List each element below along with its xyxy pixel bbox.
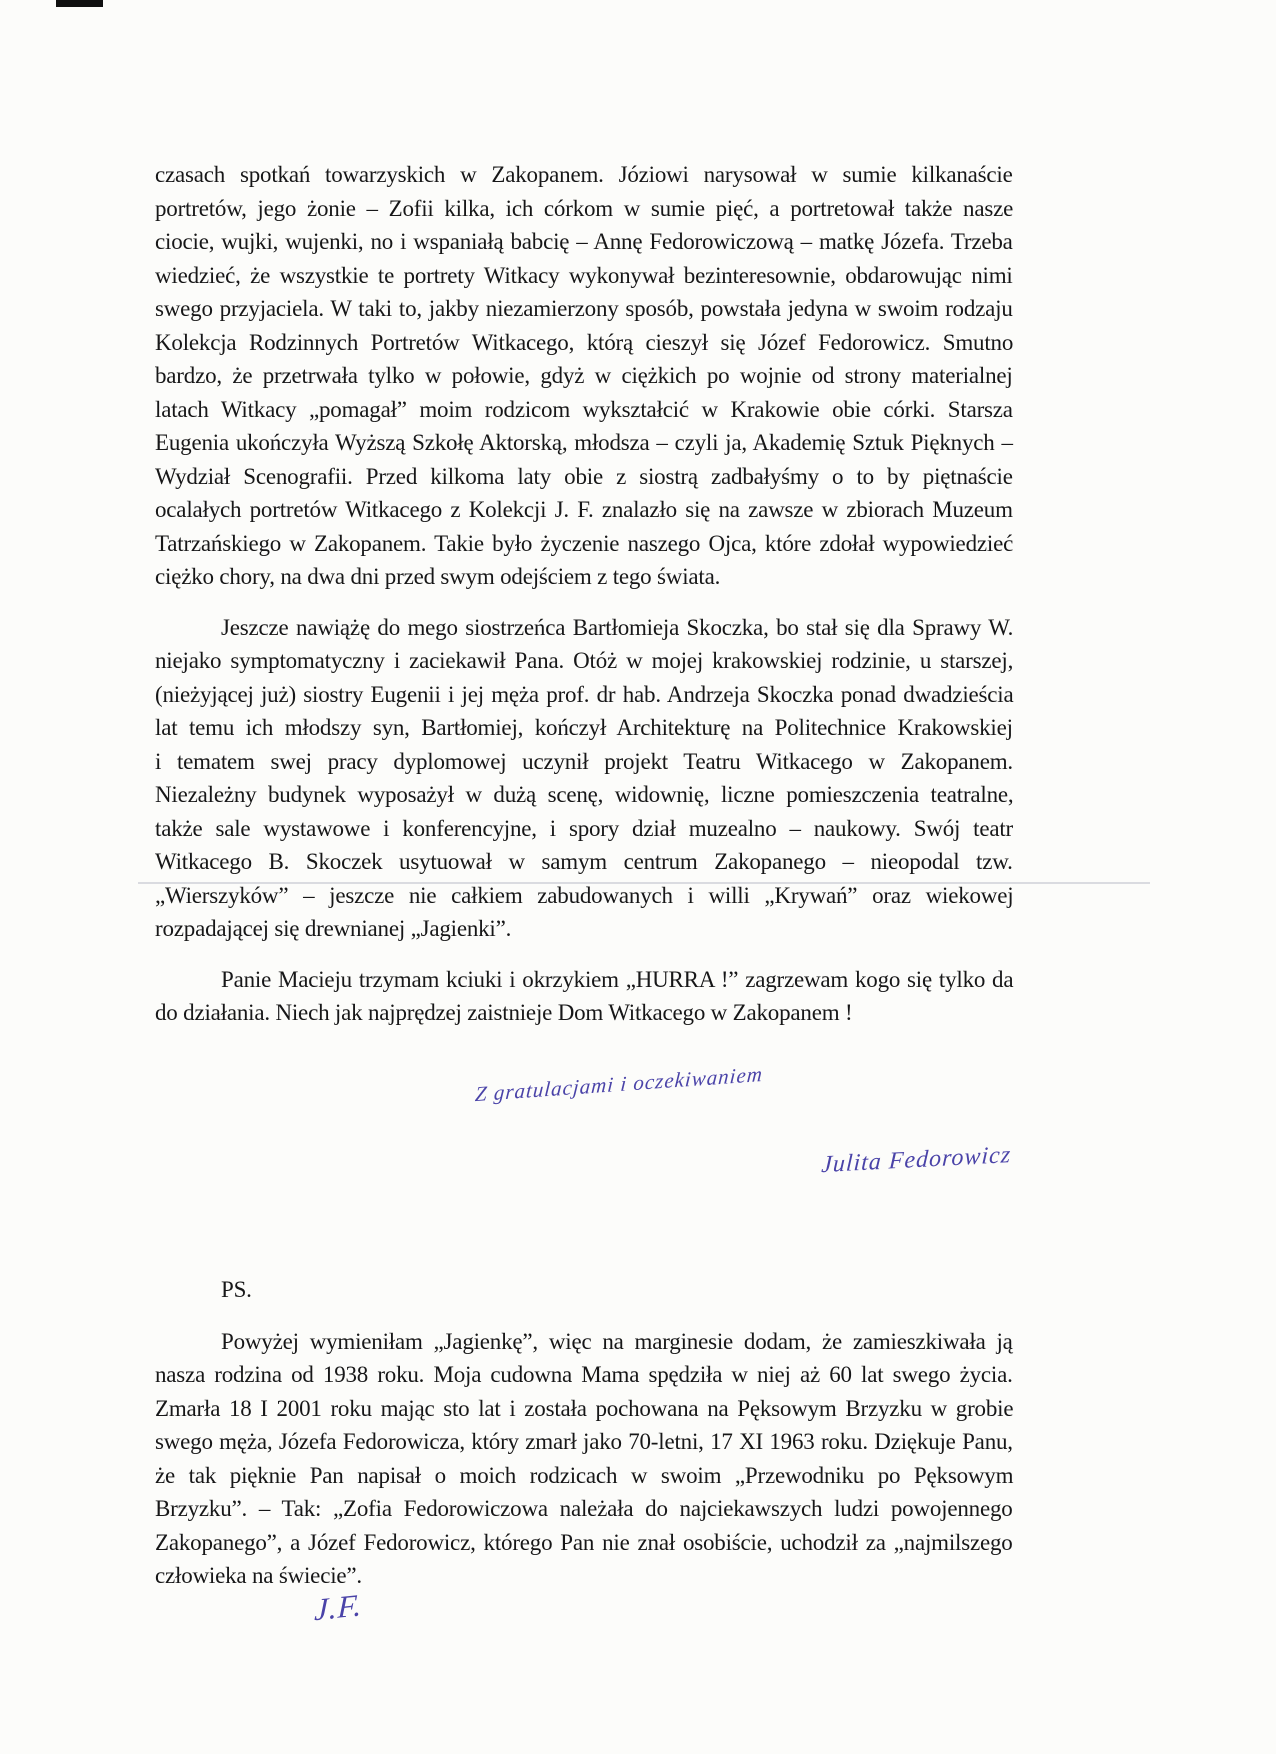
text-line-content: rozpadającej się drewnianej „Jagienki”. bbox=[155, 916, 512, 941]
text-line-content: swego męża, Józefa Fedorowicza, który zmarł jako 70-letni, 17 XI 1963 roku. Dziękuje Panu, bbox=[155, 1429, 1013, 1454]
text-line-content: (nieżyjącej już) siostry Eugenii i jej męża prof. dr hab. Andrzeja Skoczka ponad dwadzieścia bbox=[155, 681, 1014, 707]
text-line bbox=[155, 460, 1013, 494]
text-line-content: latach Witkacy „pomagał” moim rodzicom wykształcić w Krakowie obie córki. Starsza bbox=[155, 396, 1013, 422]
text-line-content: Eugenia ukończyła Wyższą Szkołę Aktorską, młodsza – czyli ja, Akademię Sztuk Pięknych – bbox=[155, 430, 1013, 455]
text-line-content: że tak pięknie Pan napisał o moich rodzicach w swoim „Przewodniku po Pęksowym bbox=[155, 1462, 1014, 1488]
text-line bbox=[155, 326, 1013, 360]
text-line-content: człowieka na świecie”. bbox=[155, 1563, 362, 1588]
text-line-content: Brzyzku”. – Tak: „Zofia Fedorowiczowa należała do najciekawszych ludzi powojennego bbox=[155, 1496, 1013, 1521]
text-line bbox=[155, 527, 1013, 561]
ps-label: PS. bbox=[221, 1277, 252, 1302]
handwritten-closing-text: Z gratulacjami i oczekiwaniem bbox=[474, 1061, 764, 1107]
text-line bbox=[221, 611, 1013, 645]
text-line-content: lat temu ich młodszy syn, Bartłomiej, kończył Architekturę na Politechnice Krakowskiej bbox=[155, 715, 1013, 740]
text-line-content: „Wierszyków” – jeszcze nie całkiem zabudowanych i willi „Krywań” oraz wiekowej bbox=[155, 882, 1014, 908]
scan-artifact-mark bbox=[56, 0, 103, 7]
text-line-content: nasza rodzina od 1938 roku. Moja cudowna Mama spędziła w niej aż 60 lat swego życia. bbox=[155, 1362, 1013, 1387]
text-line bbox=[155, 1492, 1013, 1526]
handwritten-signature bbox=[821, 1142, 1012, 1179]
text-line-content: czasach spotkań towarzyskich w Zakopanem. Józiowi narysował w sumie kilkanaście bbox=[155, 162, 1013, 187]
text-line bbox=[155, 996, 1013, 1030]
ps-section bbox=[155, 1273, 1013, 1610]
paragraph-collection bbox=[155, 158, 1013, 594]
text-line-content: portretów, jego żonie – Zofii kilka, ich córkom w sumie pięć, a portretował także nasze bbox=[155, 195, 1014, 221]
text-line-content: i tematem swej pracy dyplomowej uczynił projekt Teatru Witkacego w Zakopanem. bbox=[155, 748, 1013, 774]
text-line bbox=[155, 678, 1013, 712]
text-line bbox=[155, 711, 1013, 745]
text-line bbox=[155, 745, 1013, 779]
text-line bbox=[155, 1425, 1013, 1459]
text-line-content: Niezależny budynek wyposażył w dużą scenę, widownię, liczne pomieszczenia teatralne, bbox=[155, 782, 1014, 807]
letter-body bbox=[155, 158, 1013, 1047]
text-line bbox=[155, 493, 1013, 527]
text-line bbox=[155, 644, 1013, 678]
text-line bbox=[155, 778, 1013, 812]
text-line bbox=[155, 1559, 1013, 1593]
text-line-content: swego przyjaciela. W taki to, jakby niezamierzony sposób, powstała jedyna w swoim rodzaju bbox=[155, 296, 1013, 321]
paragraph-nephew bbox=[155, 611, 1013, 946]
text-line-content: do działania. Niech jak najprędzej zaistnieje Dom Witkacego w Zakopanem ! bbox=[155, 1000, 853, 1025]
handwritten-initials bbox=[314, 1587, 363, 1628]
text-line-content: wiedzieć, że wszystkie te portrety Witkacy wykonywał bezinteresownie, obdarowując nimi bbox=[155, 262, 1013, 288]
text-line-content: Powyżej wymieniłam „Jagienkę”, więc na marginesie dodam, że zamieszkiwała ją bbox=[221, 1328, 1013, 1354]
text-line bbox=[155, 225, 1013, 259]
text-line-content: ciocie, wujki, wujenki, no i wspaniałą babcię – Annę Fedorowiczową – matkę Józefa. Trzeba bbox=[155, 229, 1013, 254]
text-line bbox=[155, 1526, 1013, 1560]
text-line-content: Zmarła 18 I 2001 roku mając sto lat i została pochowana na Pęksowym Brzyzku w grobie bbox=[155, 1395, 1014, 1421]
handwritten-initials-text: J.F. bbox=[313, 1586, 363, 1628]
text-line-content: Wydział Scenografii. Przed kilkoma laty obie z siostrą zadbałyśmy o to by piętnaście bbox=[155, 463, 1013, 489]
text-line bbox=[155, 812, 1013, 846]
text-line-content: Kolekcja Rodzinnych Portretów Witkacego, którą cieszył się Józef Fedorowicz. Smutno bbox=[155, 329, 1014, 355]
text-line bbox=[155, 359, 1013, 393]
text-line bbox=[155, 1392, 1013, 1426]
text-line bbox=[155, 879, 1013, 913]
text-line-content: Tatrzańskiego w Zakopanem. Takie było życzenie naszego Ojca, które zdołał wypowiedzieć bbox=[155, 530, 1014, 556]
text-line bbox=[155, 292, 1013, 326]
text-line-content: także sale wystawowe i konferencyjne, i spory dział muzealno – naukowy. Swój teatr bbox=[155, 815, 1014, 841]
text-line bbox=[155, 912, 1013, 946]
text-line bbox=[155, 1459, 1013, 1493]
ps-paragraph bbox=[155, 1325, 1013, 1593]
text-line bbox=[221, 963, 1013, 997]
text-line-content: Zakopanego”, a Józef Fedorowicz, którego Pan nie znał osobiście, uchodził za „najmilszego bbox=[155, 1529, 1013, 1555]
text-line bbox=[155, 158, 1013, 192]
text-line-content: bardzo, że przetrwała tylko w połowie, gdyż w ciężkich po wojnie od strony materialnej bbox=[155, 363, 1013, 388]
text-line bbox=[155, 560, 1013, 594]
paragraph-cheer bbox=[155, 963, 1013, 1030]
text-line-content: niejako symptomatyczny i zaciekawił Pana. Otóż w mojej krakowskiej rodzinie, u starszej, bbox=[155, 648, 1014, 673]
text-line-content: ocalałych portretów Witkacego z Kolekcji J. F. znalazło się na zawsze w zbiorach Muzeum bbox=[155, 497, 1013, 522]
text-line bbox=[155, 259, 1013, 293]
handwritten-closing bbox=[474, 1062, 764, 1107]
text-line-content: Witkacego B. Skoczek usytuował w samym centrum Zakopanego – nieopodal tzw. bbox=[155, 849, 1013, 874]
text-line-content: Jeszcze nawiążę do mego siostrzeńca Bartłomieja Skoczka, bo stał się dla Sprawy W. bbox=[221, 614, 1014, 640]
handwritten-signature-text: Julita Fedorowicz bbox=[820, 1142, 1012, 1179]
ps-label-line bbox=[221, 1273, 1013, 1307]
text-line bbox=[155, 426, 1013, 460]
text-line-content: ciężko chory, na dwa dni przed swym odejściem z tego świata. bbox=[155, 564, 721, 589]
text-line bbox=[221, 1325, 1013, 1359]
text-line bbox=[155, 192, 1013, 226]
text-line bbox=[155, 1358, 1013, 1392]
text-line bbox=[155, 845, 1013, 879]
text-line-content: Panie Macieju trzymam kciuki i okrzykiem „HURRA !” zagrzewam kogo się tylko da bbox=[221, 966, 1014, 992]
text-line bbox=[155, 393, 1013, 427]
